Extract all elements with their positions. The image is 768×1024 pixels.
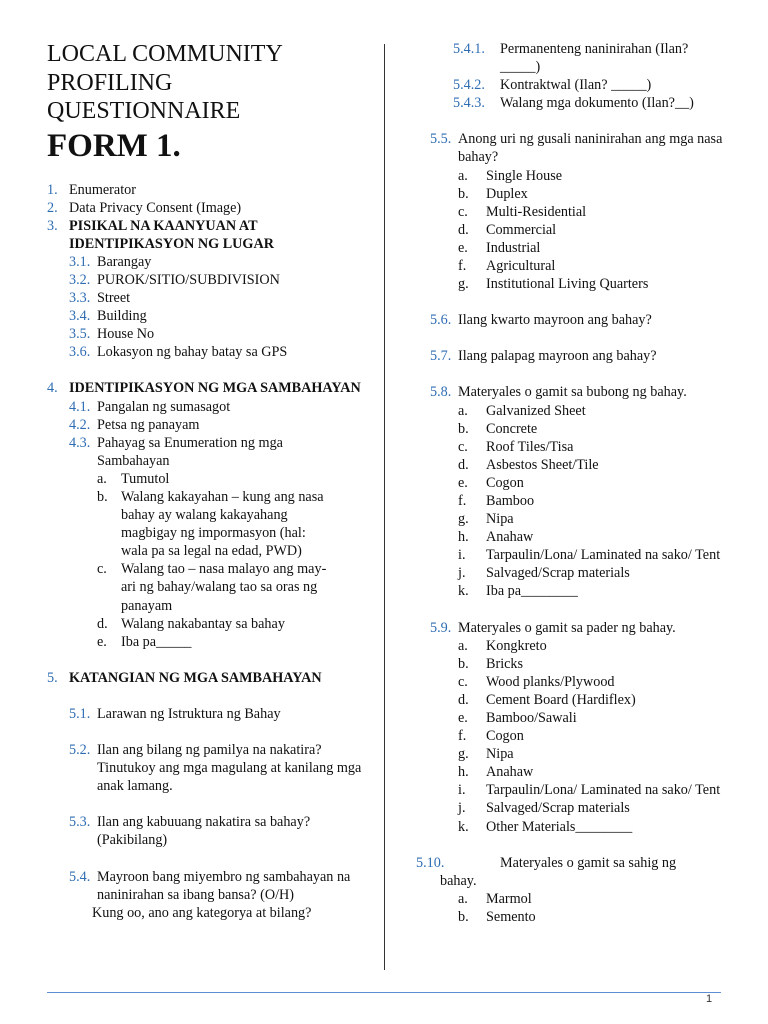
option-5-9-j xyxy=(430,799,730,817)
option-text: Tarpaulin/Lona/ Laminated na sako/ Tent xyxy=(486,782,721,799)
option-text: Bricks xyxy=(486,655,524,672)
option-letter: g. xyxy=(458,276,469,293)
option-letter: j. xyxy=(458,800,466,817)
option-text: Galvanized Sheet xyxy=(486,402,586,419)
item-number: 4.1. xyxy=(69,398,91,415)
item-number: 5.5. xyxy=(430,131,452,148)
option-text: Duplex xyxy=(486,185,528,202)
item-5-8 xyxy=(430,383,730,401)
option-letter: g. xyxy=(458,746,469,763)
page-number: 1 xyxy=(706,993,713,1005)
item-5-4-1 xyxy=(430,40,715,76)
option-letter: b. xyxy=(458,908,469,925)
option-text: Kongkreto xyxy=(486,637,547,654)
option-text: Wood planks/Plywood xyxy=(486,673,615,690)
option-5-8-j xyxy=(430,564,730,582)
item-5-7 xyxy=(430,347,730,365)
option-text: Concrete xyxy=(486,420,538,437)
item-number: 3.3. xyxy=(69,290,91,307)
item-number: 5.8. xyxy=(430,384,452,401)
option-text: Salvaged/Scrap materials xyxy=(486,565,630,582)
left-column xyxy=(47,40,367,922)
option-5-9-h xyxy=(430,763,730,781)
item-text: Permanenteng naninirahan (Ilan? _____) xyxy=(500,41,689,76)
option-text: Semento xyxy=(486,908,536,925)
item-text: Mayroon bang miyembro ng sambahayan na naninirahan sa ibang bansa? (O/H) xyxy=(97,868,351,903)
option-5-9-i xyxy=(430,781,726,799)
option-letter: c. xyxy=(458,203,468,220)
item-number: 5.6. xyxy=(430,312,452,329)
item-text: Ilan ang bilang ng pamilya na nakatira? Tinutukoy ang mga magulang at kanilang mga anak lamang. xyxy=(97,742,362,795)
option-text: Marmol xyxy=(486,890,532,907)
option-text: Iba pa________ xyxy=(486,583,578,600)
item-number: 4. xyxy=(47,380,58,397)
option-4-3-d xyxy=(47,615,329,633)
item-text: Materyales o gamit sa bubong ng bahay. xyxy=(458,384,687,401)
option-5-9-b xyxy=(430,655,730,673)
option-5-8-h xyxy=(430,528,730,546)
option-text: Cogon xyxy=(486,474,524,491)
option-5-9-f xyxy=(430,727,730,745)
option-4-3-c xyxy=(47,560,329,614)
option-5-8-b xyxy=(430,420,730,438)
item-text: Kontraktwal (Ilan? _____) xyxy=(500,77,652,94)
option-text: Nipa xyxy=(486,511,514,528)
option-letter: a. xyxy=(458,890,468,907)
item-number: 5.3. xyxy=(69,814,91,831)
option-5-5-f xyxy=(430,257,730,275)
item-number: 5.4. xyxy=(69,868,91,885)
option-text: Salvaged/Scrap materials xyxy=(486,800,630,817)
item-4-1 xyxy=(47,398,367,416)
option-letter: e. xyxy=(458,710,468,726)
option-letter: b. xyxy=(458,185,469,202)
option-text: Industrial xyxy=(486,239,541,256)
item-text: House No xyxy=(97,326,155,343)
item-number: 4.3. xyxy=(69,434,91,451)
section-3-heading xyxy=(47,217,367,253)
item-text: Materyales o gamit sa pader ng bahay. xyxy=(458,619,676,636)
item-1 xyxy=(47,181,367,199)
title-line: QUESTIONNAIRE xyxy=(47,98,241,124)
item-text: PUROK/SITIO/SUBDIVISION xyxy=(97,271,280,288)
option-5-9-d xyxy=(430,691,730,709)
document-title xyxy=(47,40,367,126)
option-letter: g. xyxy=(458,511,469,528)
item-number: 4.2. xyxy=(69,416,91,433)
item-3-6 xyxy=(47,343,367,361)
item-number: 5.4.1. xyxy=(453,41,485,57)
option-text: Tarpaulin/Lona/ Laminated na sako/ Tent xyxy=(486,547,721,564)
option-5-8-c xyxy=(430,438,730,456)
item-number: 3.2. xyxy=(69,271,91,288)
item-text: Barangay xyxy=(97,253,152,270)
option-5-8-g xyxy=(430,510,730,528)
item-5-4-2 xyxy=(430,76,730,94)
option-letter: e. xyxy=(458,239,468,256)
item-5-4-continuation: Kung oo, ano ang kategorya at bilang? xyxy=(92,904,312,921)
option-letter: b. xyxy=(458,420,469,437)
option-text: Other Materials________ xyxy=(486,818,633,835)
option-5-8-i xyxy=(430,546,726,564)
option-letter: k. xyxy=(458,583,469,600)
option-letter: f. xyxy=(458,492,467,509)
option-text: Iba pa_____ xyxy=(121,633,192,650)
option-text: Roof Tiles/Tisa xyxy=(486,438,574,455)
title-line: LOCAL COMMUNITY xyxy=(47,41,283,67)
section-5-heading xyxy=(47,669,367,687)
item-5-3 xyxy=(47,813,362,849)
option-text: Bamboo xyxy=(486,492,535,509)
item-text: Larawan ng Istruktura ng Bahay xyxy=(97,705,281,722)
item-number: 3.5. xyxy=(69,326,91,343)
option-letter: e. xyxy=(458,474,468,491)
option-5-9-a xyxy=(430,637,730,655)
option-letter: c. xyxy=(97,561,107,578)
option-letter: a. xyxy=(97,470,107,487)
item-text: Pahayag sa Enumeration ng mga Sambahayan xyxy=(97,434,283,469)
item-number: 5.4.2. xyxy=(453,77,485,94)
option-text: Cement Board (Hardiflex) xyxy=(486,691,636,708)
item-number: 3.6. xyxy=(69,344,91,361)
option-letter: a. xyxy=(458,167,468,184)
item-5-4-3 xyxy=(430,94,730,112)
option-5-8-a xyxy=(430,402,730,420)
option-5-5-b xyxy=(430,185,730,203)
item-3-1 xyxy=(47,253,367,271)
item-4-3 xyxy=(47,434,345,470)
item-number: 5.2. xyxy=(69,742,91,759)
item-number: 5.10. xyxy=(416,854,445,871)
option-text: Walang kakayahan – kung ang nasa bahay ay walang kakayahang magbigay ng impormasyon (hal: wala pa sa legal na edad, PWD) xyxy=(121,489,324,560)
item-text: PISIKAL NA KAANYUAN AT IDENTIPIKASYON NG LUGAR xyxy=(69,217,274,252)
option-letter: j. xyxy=(458,565,466,582)
column-divider xyxy=(384,44,385,970)
option-text: Agricultural xyxy=(486,258,556,275)
option-5-9-c xyxy=(430,673,730,691)
option-5-5-a xyxy=(430,167,730,185)
option-letter: i. xyxy=(458,547,466,564)
item-number: 5.4.3. xyxy=(453,95,485,112)
option-text: Single House xyxy=(486,167,563,184)
item-text: Petsa ng panayam xyxy=(97,416,200,433)
option-text: Anahaw xyxy=(486,764,534,781)
section-4-heading xyxy=(47,379,367,397)
item-5-2 xyxy=(47,741,362,795)
option-5-9-g xyxy=(430,745,730,763)
item-text: Enumerator xyxy=(69,181,136,198)
item-text: Street xyxy=(97,290,131,307)
item-text: IDENTIPIKASYON NG MGA SAMBAHAYAN xyxy=(69,380,361,397)
item-number: 1. xyxy=(47,181,58,198)
option-letter: d. xyxy=(458,691,469,708)
option-5-5-g xyxy=(430,275,730,293)
option-letter: k. xyxy=(458,818,469,835)
item-3-3 xyxy=(47,289,367,307)
form-label: FORM 1. xyxy=(47,127,181,164)
option-5-8-e xyxy=(430,474,730,492)
option-letter: f. xyxy=(458,728,467,745)
item-number: 5. xyxy=(47,669,58,686)
item-number: 3.4. xyxy=(69,308,91,325)
right-column xyxy=(416,40,730,926)
item-text: Data Privacy Consent (Image) xyxy=(69,199,242,216)
item-text: Pangalan ng sumasagot xyxy=(97,398,231,415)
option-text: Asbestos Sheet/Tile xyxy=(486,456,599,473)
option-5-8-d xyxy=(430,456,730,474)
option-text: Institutional Living Quarters xyxy=(486,276,649,293)
item-5-6 xyxy=(430,311,730,329)
option-text: Walang tao – nasa malayo ang may-ari ng bahay/walang tao sa oras ng panayam xyxy=(121,561,327,614)
item-text: KATANGIAN NG MGA SAMBAHAYAN xyxy=(69,669,322,686)
item-number: 3.1. xyxy=(69,253,91,270)
option-letter: d. xyxy=(458,456,469,473)
option-letter: c. xyxy=(458,673,468,690)
item-text: Ilang kwarto mayroon ang bahay? xyxy=(458,312,652,329)
item-number: 5.7. xyxy=(430,348,452,365)
item-text: Lokasyon ng bahay batay sa GPS xyxy=(97,344,288,361)
option-5-8-k xyxy=(430,582,730,600)
option-letter: a. xyxy=(458,402,468,419)
item-5-1 xyxy=(47,705,367,723)
item-4-2 xyxy=(47,416,367,434)
option-5-5-d xyxy=(430,221,730,239)
item-text: Materyales o gamit sa sahig ng bahay. xyxy=(440,854,677,889)
item-5-5 xyxy=(430,130,723,166)
option-5-5-c xyxy=(430,203,730,221)
option-text: Anahaw xyxy=(486,529,534,546)
option-text: Bamboo/Sawali xyxy=(486,710,577,726)
item-5-10 xyxy=(416,854,700,890)
option-5-9-e xyxy=(430,709,730,727)
option-5-8-f xyxy=(430,492,730,510)
item-number: 3. xyxy=(47,217,58,234)
option-letter: b. xyxy=(97,489,108,505)
option-text: Commercial xyxy=(486,221,557,238)
option-5-10-b xyxy=(430,908,730,926)
option-4-3-e xyxy=(47,633,329,651)
option-5-9-k xyxy=(430,818,730,836)
option-text: Tumutol xyxy=(121,470,170,487)
option-4-3-b xyxy=(47,488,329,560)
option-letter: d. xyxy=(97,615,108,632)
item-number: 5.1. xyxy=(69,705,91,722)
item-number: 2. xyxy=(47,199,58,216)
item-text: Anong uri ng gusali naninirahan ang mga nasa bahay? xyxy=(458,131,723,166)
option-letter: b. xyxy=(458,655,469,672)
item-text: Building xyxy=(97,308,147,325)
option-4-3-a xyxy=(47,470,329,488)
option-letter: f. xyxy=(458,258,467,275)
option-text: Walang nakabantay sa bahay xyxy=(121,615,285,632)
item-3-5 xyxy=(47,325,367,343)
option-letter: e. xyxy=(97,633,107,650)
item-number: 5.9. xyxy=(430,619,452,636)
option-text: Cogon xyxy=(486,728,524,745)
option-letter: a. xyxy=(458,637,468,654)
option-text: Multi-Residential xyxy=(486,203,587,220)
item-5-4 xyxy=(47,868,362,904)
item-text: Walang mga dokumento (Ilan?__) xyxy=(500,95,694,112)
item-3-4 xyxy=(47,307,367,325)
option-letter: c. xyxy=(458,438,468,455)
option-5-5-e xyxy=(430,239,730,257)
item-text: Ilan ang kabuuang nakatira sa bahay? (Pakibilang) xyxy=(97,814,311,849)
option-5-10-a xyxy=(430,890,730,908)
title-line: PROFILING xyxy=(47,69,173,96)
item-text: Ilang palapag mayroon ang bahay? xyxy=(458,348,657,365)
footer-rule xyxy=(47,992,721,993)
option-text: Nipa xyxy=(486,746,514,763)
option-letter: i. xyxy=(458,782,466,799)
item-3-2 xyxy=(47,271,367,289)
option-letter: h. xyxy=(458,764,469,781)
option-letter: h. xyxy=(458,529,469,546)
item-2 xyxy=(47,199,367,217)
option-letter: d. xyxy=(458,221,469,238)
item-5-9 xyxy=(430,619,730,637)
